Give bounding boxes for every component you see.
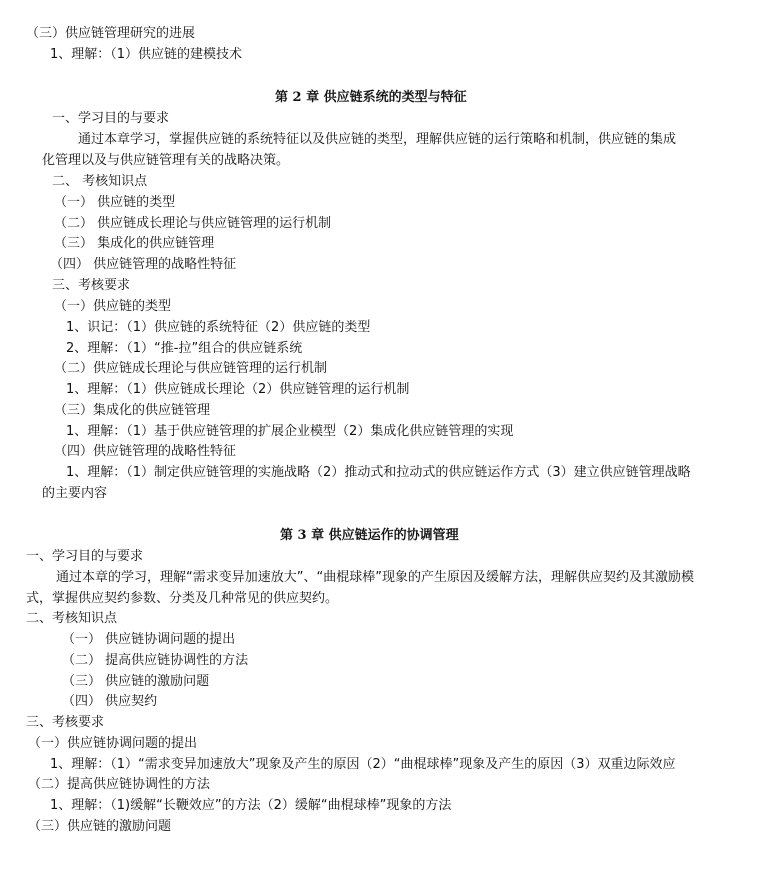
knowledge-point: （四） 供应契约 bbox=[62, 694, 158, 709]
paragraph-line: 式，掌握供应契约参数、分类及几种常见的供应契约。 bbox=[26, 591, 339, 606]
section-heading: 二、考核知识点 bbox=[26, 611, 118, 626]
subsection-heading: （二）提高供应链协调性的方法 bbox=[28, 777, 211, 792]
knowledge-point: （二） 供应链成长理论与供应链管理的运行机制 bbox=[54, 216, 332, 231]
section-heading: 一、学习目的与要求 bbox=[52, 111, 170, 126]
knowledge-point: （一） 供应链协调问题的提出 bbox=[62, 632, 236, 647]
paragraph-line: 通过本章的学习，理解“需求变异加速放大”、“曲棍球棒”现象的产生原因及缓解方法，理解供应契约及其激励模 bbox=[56, 570, 694, 585]
subsection-heading: （二）供应链成长理论与供应链管理的运行机制 bbox=[54, 361, 328, 376]
subsection-heading: （一）供应链协调问题的提出 bbox=[28, 736, 198, 751]
requirement-line: 1、理解：（1）制定供应链管理的实施战略（2）推动式和拉动式的供应链运作方式（3）建立供应链管理战略 bbox=[66, 465, 691, 480]
chapter-2-title: 第 2 章 供应链系统的类型与特征 bbox=[275, 90, 467, 105]
paragraph-line: 通过本章学习，掌握供应链的系统特征以及供应链的类型，理解供应链的运行策略和机制，供应链的集成 bbox=[78, 132, 677, 147]
requirement-line: 1、理解：（1）供应链成长理论（2）供应链管理的运行机制 bbox=[66, 382, 410, 397]
section-heading: 三、考核要求 bbox=[52, 278, 131, 293]
requirement-line: 1、理解：（1）供应链的建模技术 bbox=[50, 47, 243, 62]
requirement-line: 1、理解：（1)缓解“长鞭效应”的方法（2）缓解“曲棍球棒”现象的方法 bbox=[50, 798, 452, 813]
section-heading: 三、考核要求 bbox=[26, 715, 105, 730]
knowledge-point: （一） 供应链的类型 bbox=[54, 195, 176, 210]
chapter-3-title: 第 3 章 供应链运作的协调管理 bbox=[280, 528, 459, 543]
requirement-line: 的主要内容 bbox=[42, 486, 108, 501]
paragraph-line: 化管理以及与供应链管理有关的战略决策。 bbox=[42, 153, 290, 168]
section-heading: 二、 考核知识点 bbox=[52, 174, 148, 189]
knowledge-point: （二） 提高供应链协调性的方法 bbox=[62, 653, 249, 668]
requirement-line: 2、理解：（1）“推-拉”组合的供应链系统 bbox=[66, 341, 303, 356]
section-heading: 一、学习目的与要求 bbox=[26, 549, 144, 564]
subsection-heading: （一）供应链的类型 bbox=[54, 299, 172, 314]
subsection-heading: （三）供应链的激励问题 bbox=[28, 819, 172, 834]
subsection-heading: （三）集成化的供应链管理 bbox=[54, 403, 211, 418]
knowledge-point: （四） 供应链管理的战略性特征 bbox=[50, 257, 237, 272]
requirement-line: 1、识记：（1）供应链的系统特征（2）供应链的类型 bbox=[66, 320, 371, 335]
requirement-line: 1、理解：（1）基于供应链管理的扩展企业模型（2）集成化供应链管理的实现 bbox=[66, 424, 514, 439]
knowledge-point: （三） 供应链的激励问题 bbox=[62, 674, 210, 689]
subsection-heading: （四）供应链管理的战略性特征 bbox=[54, 444, 237, 459]
knowledge-point: （三） 集成化的供应链管理 bbox=[54, 236, 215, 251]
section-heading: （三）供应链管理研究的进展 bbox=[26, 26, 196, 41]
requirement-line: 1、理解：（1）“需求变异加速放大”现象及产生的原因（2）“曲棍球棒”现象及产生的原因（3）双重边际效应 bbox=[50, 757, 676, 772]
